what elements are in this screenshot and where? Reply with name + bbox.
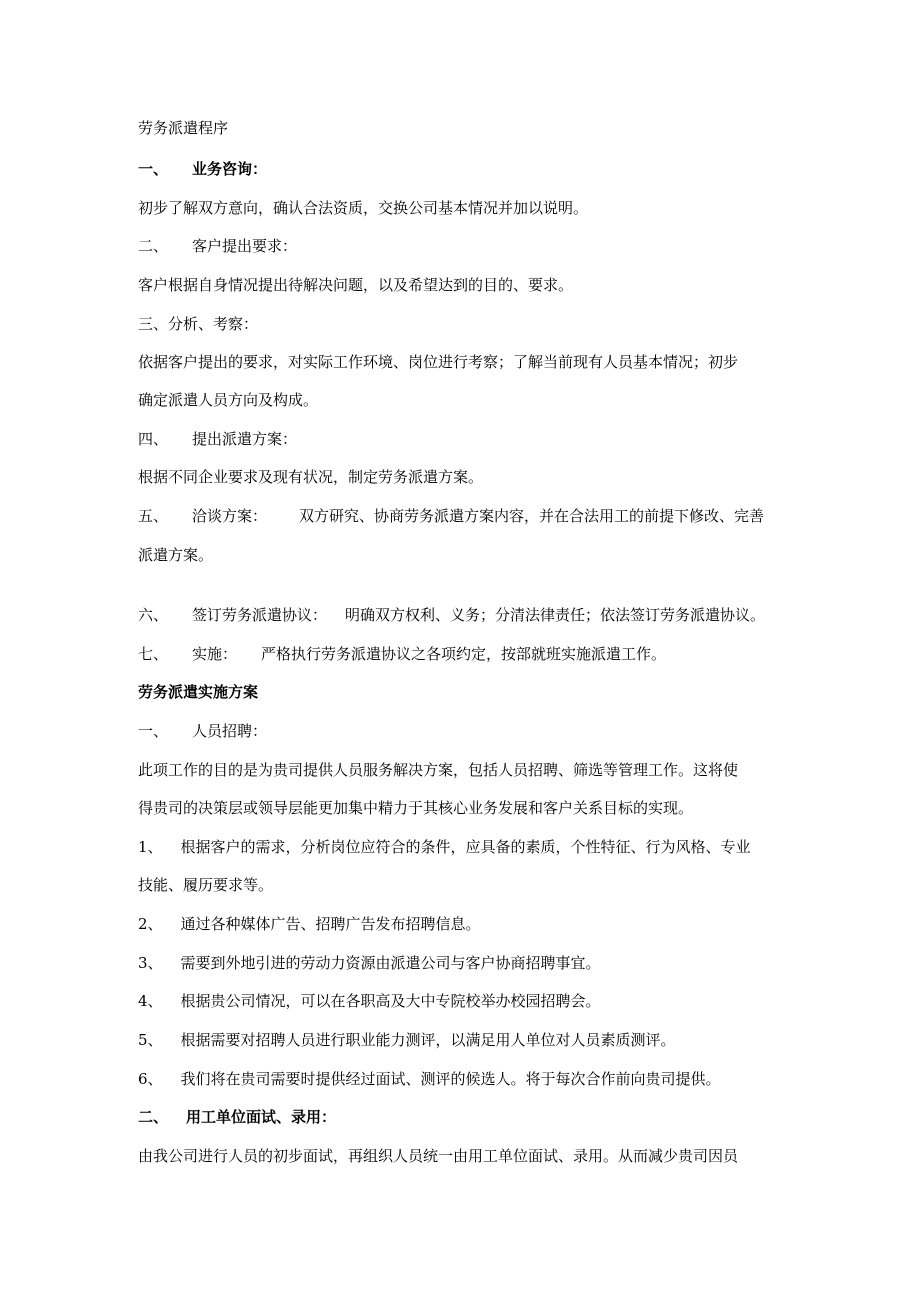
part-1-body-line-2: 得贵司的决策层或领导层能更加集中精力于其核心业务发展和客户关系目标的实现。: [138, 799, 694, 817]
list-item-5: [138, 1030, 676, 1050]
section-6-body: 明确双方权利、义务；分清法律责任；依法签订劳务派遣协议。: [345, 606, 766, 624]
section-5-body-line-1: 双方研究、协商劳务派遣方案内容，并在合法用工的前提下修改、完善: [299, 507, 765, 525]
section-6-title: 签订劳务派遣协议：: [192, 606, 328, 624]
list-item-4-number: 4、: [138, 992, 163, 1010]
list-item-3-number: 3、: [138, 954, 163, 972]
section-7-number: 七、: [138, 645, 169, 663]
section-4-number: 四、: [138, 430, 169, 448]
part-1-number: 一、: [138, 722, 169, 740]
list-item-4-text: 根据贵公司情况，可以在各职高及大中专院校举办校园招聘会。: [180, 992, 601, 1010]
part-2-body-line-1: 由我公司进行人员的初步面试，再组织人员统一由用工单位面试、录用。从而减少贵司因员: [138, 1147, 739, 1165]
section-4-body: 根据不同企业要求及现有状况，制定劳务派遣方案。: [138, 468, 484, 486]
list-item-1: [138, 837, 751, 857]
part-1-body-line-1: 此项工作的目的是为贵司提供人员服务解决方案，包括人员招聘、筛选等管理工作。这将使: [138, 761, 739, 779]
section-5-heading: [138, 506, 764, 526]
section-1-number: 一、: [138, 160, 169, 178]
part-2-title: 用工单位面试、录用：: [186, 1108, 337, 1126]
section-5-number: 五、: [138, 507, 169, 525]
section-7-body: 严格执行劳务派遣协议之各项约定，按部就班实施派遣工作。: [261, 645, 667, 663]
section-7-title: 实施：: [192, 645, 238, 663]
section-1-heading: [138, 159, 267, 179]
section-4-heading: [138, 429, 297, 449]
list-item-4: [138, 991, 601, 1011]
list-item-6: [138, 1069, 721, 1089]
list-item-6-text: 我们将在贵司需要时提供经过面试、测评的候选人。将于每次合作前向贵司提供。: [180, 1070, 721, 1088]
section-3-heading: 三、分析、考察：: [138, 315, 259, 333]
list-item-3: [138, 953, 601, 973]
list-item-1-number: 1、: [138, 838, 163, 856]
section-7-heading: [138, 644, 666, 664]
list-item-6-number: 6、: [138, 1070, 163, 1088]
section-2-heading: [138, 236, 297, 256]
section-2-title: 客户提出要求：: [192, 237, 298, 255]
part-1-title: 人员招聘：: [192, 722, 268, 740]
list-item-2-number: 2、: [138, 915, 163, 933]
section-5-body-line-2: 派遣方案。: [138, 546, 214, 564]
list-item-3-text: 需要到外地引进的劳动力资源由派遣公司与客户协商招聘事宜。: [180, 954, 601, 972]
part-2-heading: [138, 1107, 336, 1127]
list-item-1-text-line-2: 技能、履历要求等。: [138, 876, 274, 894]
section-5-title: 洽谈方案：: [192, 507, 268, 525]
section-4-title: 提出派遣方案：: [192, 430, 298, 448]
section-3-body-line-1: 依据客户提出的要求，对实际工作环境、岗位进行考察；了解当前现有人员基本情况；初步: [138, 353, 739, 371]
section-6-number: 六、: [138, 606, 169, 624]
list-item-2: [138, 914, 481, 934]
list-item-5-number: 5、: [138, 1031, 163, 1049]
section-1-title: 业务咨询：: [192, 160, 268, 178]
section-2-number: 二、: [138, 237, 169, 255]
doc-title: 劳务派遣程序: [138, 119, 229, 137]
list-item-2-text: 通过各种媒体广告、招聘广告发布招聘信息。: [180, 915, 481, 933]
section-3-body-line-2: 确定派遣人员方向及构成。: [138, 391, 319, 409]
doc-title-2: 劳务派遣实施方案: [138, 683, 259, 701]
section-1-body: 初步了解双方意向，确认合法资质，交换公司基本情况并加以说明。: [138, 199, 589, 217]
section-2-body: 客户根据自身情况提出待解决问题，以及希望达到的目的、要求。: [138, 276, 574, 294]
part-1-heading: [138, 721, 267, 741]
list-item-1-text-line-1: 根据客户的需求，分析岗位应符合的条件，应具备的素质，个性特征、行为风格、专业: [180, 838, 751, 856]
section-6-heading: [138, 605, 765, 625]
list-item-5-text: 根据需要对招聘人员进行职业能力测评，以满足用人单位对人员素质测评。: [180, 1031, 676, 1049]
part-2-number: 二、: [138, 1108, 169, 1126]
